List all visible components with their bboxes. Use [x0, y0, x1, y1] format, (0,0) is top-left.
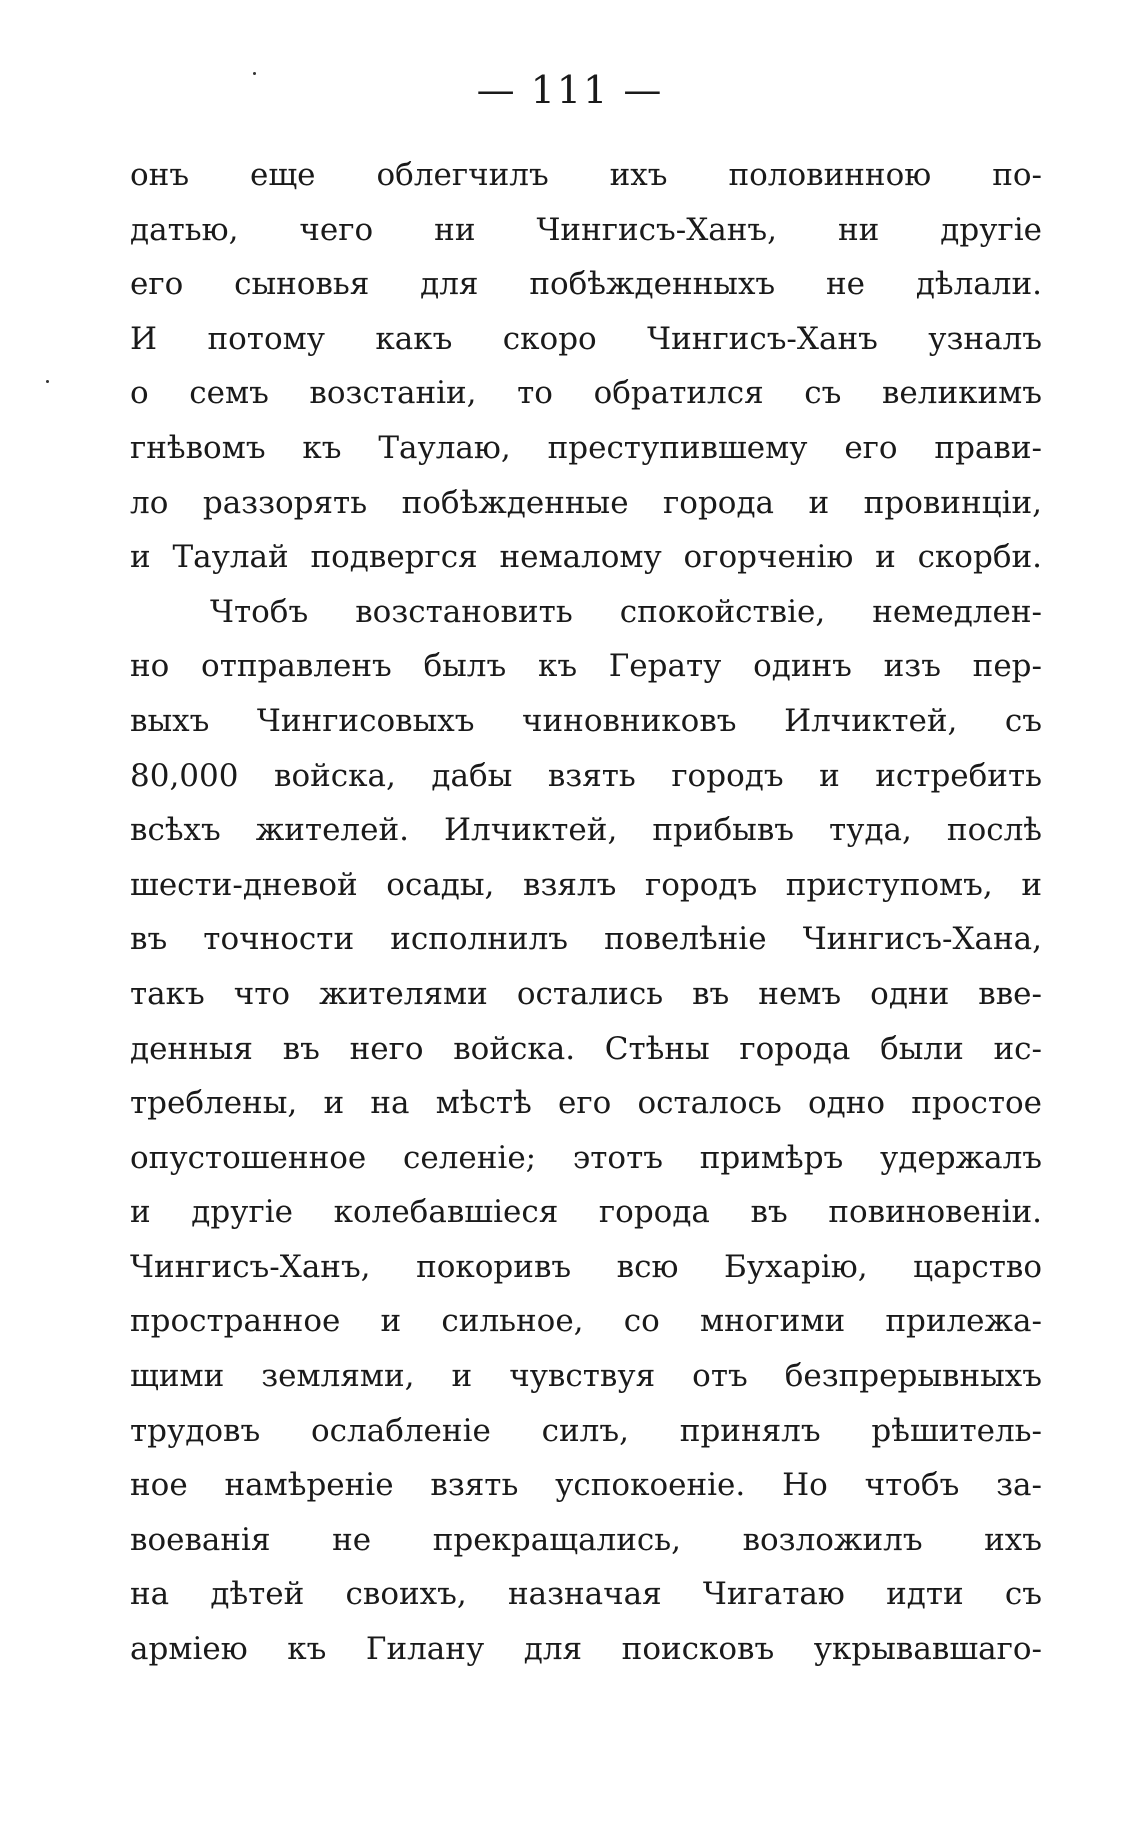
text-line: выхъ Чингисовыхъ чиновниковъ Илчиктей, съ	[130, 702, 1042, 739]
text-line: пространное и сильное, со многими прилежа-	[130, 1303, 1042, 1340]
text-line: и Таулай подвергся немалому огорченію и скорби.	[130, 539, 1042, 576]
text-line: денныя въ него войска. Стѣны города были ис-	[130, 1030, 1042, 1067]
paragraph-1	[130, 148, 1042, 585]
text-line: его сыновья для побѣжденныхъ не дѣлали.	[130, 266, 1042, 303]
text-line: Чингисъ-Ханъ, покоривъ всю Бухарію, царство	[130, 1248, 1042, 1285]
text-line: всѣхъ жителей. Илчиктей, прибывъ туда, послѣ	[130, 812, 1042, 849]
page-text	[130, 148, 1042, 1677]
text-line: но отправленъ былъ къ Герату одинъ изъ пер-	[130, 648, 1042, 685]
text-line: на дѣтей своихъ, назначая Чигатаю идти съ	[130, 1576, 1042, 1613]
paragraph-2	[130, 585, 1042, 1677]
text-line: датью, чего ни Чингисъ-Ханъ, ни другіе	[130, 211, 1042, 248]
text-line: щими землями, и чувствуя отъ безпрерывныхъ	[130, 1358, 1042, 1395]
text-line: воеванія не прекращались, возложилъ ихъ	[130, 1521, 1042, 1558]
text-line: и другіе колебавшіеся города въ повиновеніи.	[130, 1194, 1042, 1231]
text-line: 80,000 войска, дабы взять городъ и истребить	[130, 757, 1042, 794]
text-line: такъ что жителями остались въ немъ одни вве-	[130, 975, 1042, 1012]
print-speck	[46, 380, 49, 383]
text-line: въ точности исполнилъ повелѣніе Чингисъ-Хана,	[130, 921, 1042, 958]
print-speck	[253, 72, 256, 75]
text-line: онъ еще облегчилъ ихъ половинною по-	[130, 157, 1042, 193]
page-number: — 111 —	[476, 68, 664, 112]
text-line: трудовъ ослабленіе силъ, принялъ рѣшитель-	[130, 1412, 1042, 1449]
text-line: о семъ возстаніи, то обратился съ великимъ	[130, 375, 1042, 412]
text-line: шести-дневой осады, взялъ городъ приступомъ, и	[130, 866, 1042, 903]
text-line: гнѣвомъ къ Таулаю, преступившему его прави-	[130, 429, 1042, 466]
text-line: ло раззорять побѣжденные города и провинціи,	[130, 484, 1042, 521]
text-line: арміею къ Гилану для поисковъ укрывавшаго-	[130, 1631, 1042, 1668]
text-line: Чтобъ возстановить спокойствіе, немедлен-	[210, 593, 1042, 630]
text-line: опустошенное селеніе; этотъ примѣръ удержалъ	[130, 1139, 1042, 1176]
text-line: И потому какъ скоро Чингисъ-Ханъ узналъ	[130, 320, 1042, 357]
text-line: ное намѣреніе взять успокоеніе. Но чтобъ за-	[130, 1467, 1042, 1504]
text-line: треблены, и на мѣстѣ его осталось одно простое	[130, 1085, 1042, 1122]
